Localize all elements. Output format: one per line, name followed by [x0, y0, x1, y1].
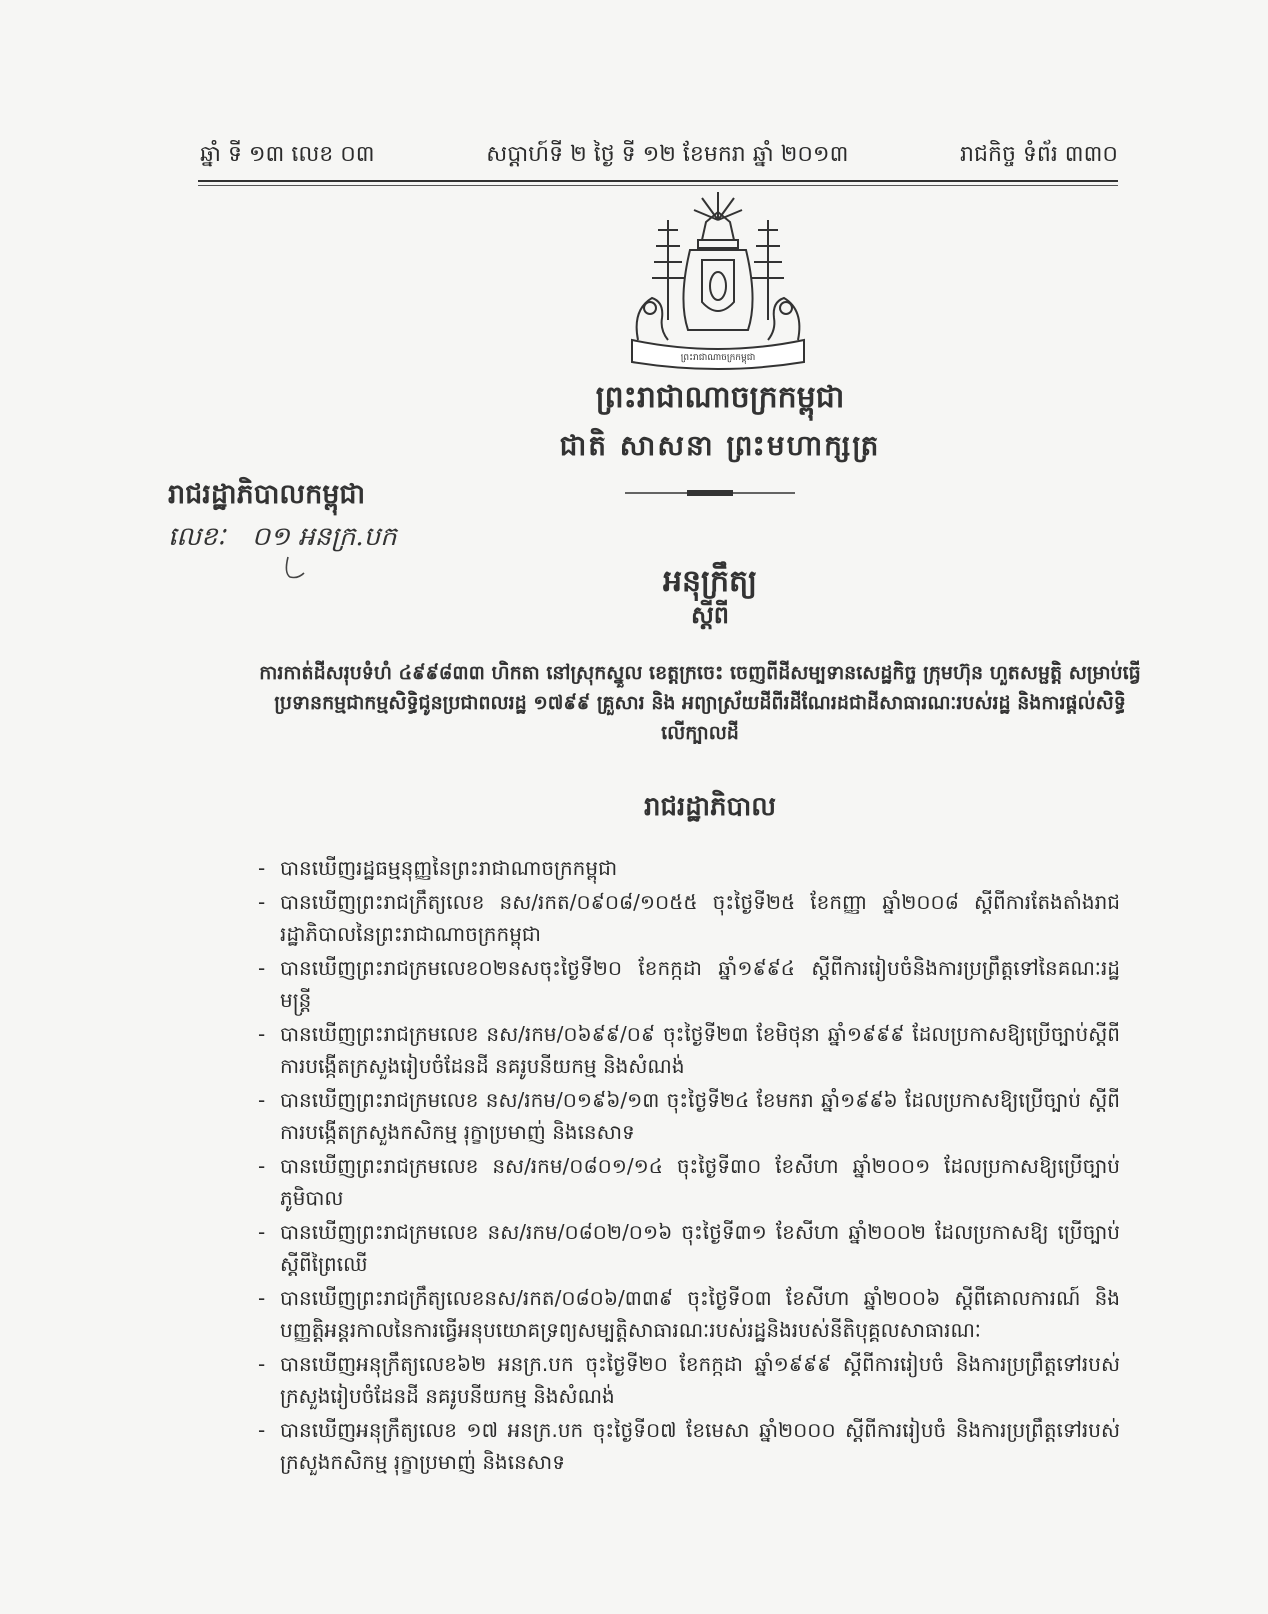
bullet-dash: -: [258, 1022, 266, 1046]
header-page: រាជកិច្ច ទំព័រ ៣៣០: [960, 142, 1118, 167]
document-number: [168, 520, 397, 558]
header-year-issue: ឆ្នាំ ទី ១៣ លេខ ០៣: [200, 142, 375, 167]
recitals-list: [258, 852, 1120, 1480]
recital-text: បានឃើញអនុក្រឹត្យលេខ ១៧ អនក្រ.បក ចុះថ្ងៃទី០៧ ខែមេសា ឆ្នាំ២០០០ ស្តីពីការរៀបចំ និងការប្រព្រឹត្តទៅរបស់ក្រសួងកសិកម្ម រុក្ខាប្រមាញ់ និងនេសាទ: [280, 1418, 1120, 1474]
bullet-dash: -: [258, 1220, 266, 1244]
handwritten-stroke-icon: [268, 555, 308, 581]
bullet-dash: -: [258, 1088, 266, 1112]
about-label: ស្តីពី: [690, 600, 730, 629]
gazette-header: [200, 140, 1118, 172]
bullet-dash: -: [258, 1352, 266, 1376]
recital-text: បានឃើញព្រះរាជក្រមលេខ នស/រកម/០១៩៦/១៣ ចុះថ្ងៃទី២៤ ខែមករា ឆ្នាំ១៩៩៦ ដែលប្រកាសឱ្យប្រើច្បាប់ ស្តីពីការបង្កើតក្រសួងកសិកម្ម រុក្ខាប្រមាញ់ និងនេសាទ: [280, 1088, 1120, 1144]
recital-text: បានឃើញរដ្ឋធម្មនុញ្ញនៃព្រះរាជាណាចក្រកម្ពុជា: [280, 856, 618, 880]
national-motto: ជាតិ សាសនា ព្រះមហាក្សត្រ: [559, 429, 881, 462]
bullet-dash: -: [258, 1286, 266, 1310]
government-heading: រាជរដ្ឋាភិបាល: [643, 792, 777, 822]
kingdom-name: ព្រះរាជាណាចក្រកម្ពុជា: [595, 380, 845, 415]
recital-item: [258, 1348, 1120, 1412]
document-number-value: ០១ អនក្រ.បក: [251, 522, 397, 552]
recital-item: [258, 1216, 1120, 1280]
recital-item: [258, 886, 1120, 950]
header-date: សប្តាហ៍ទី ២ ថ្ងៃ ទី ១២ ខែមករា ឆ្នាំ ២០១៣: [486, 142, 849, 167]
header-rule-thin: [198, 185, 1118, 186]
recital-text: បានឃើញព្រះរាជក្រមលេខ នស/រកម/០៦៩៩/០៩ ចុះថ្ងៃទី២៣ ខែមិថុនា ឆ្នាំ១៩៩៩ ដែលប្រកាសឱ្យប្រើច្បាប់ស្តីពីការបង្កើតក្រសួងរៀបចំដែនដី នគរូបនីយកម្ម និងសំណង់: [280, 1022, 1120, 1078]
recital-text: បានឃើញព្រះរាជក្រមលេខ នស/រកម/០៨០២/០១៦ ចុះថ្ងៃទី៣១ ខែសីហា ឆ្នាំ២០០២ ដែលប្រកាសឱ្យ ប្រើច្បាប់ស្តីពីព្រៃឈើ: [280, 1220, 1120, 1276]
recital-text: បានឃើញព្រះរាជក្រមលេខ០២នសចុះថ្ងៃទី២០ ខែកក្កដា ឆ្នាំ១៩៩៤ ស្តីពីការរៀបចំនិងការប្រព្រឹត្តទៅនៃគណៈរដ្ឋមន្ត្រី: [280, 956, 1120, 1012]
recital-item: [258, 1414, 1120, 1478]
issuer-name: រាជរដ្ឋាភិបាលកម្ពុជា: [168, 479, 366, 510]
document-subject: ការកាត់ដីសរុបទំហំ ៤៩៩៨៣៣ ហិកតា នៅស្រុកស្នួល ខេត្តក្រចេះ ចេញពីដីសម្បទានសេដ្ឋកិច្ច ក្រុមហ៊ុន ហួតសម្ផត្តិ សម្រាប់ធ្វើប្រទានកម្មជាកម្មសិទ្ធិជូនប្រជាពលរដ្ឋ ១៧៩៩ គ្រួសារ និង អព្យាស្រ័យដីពីរដីណែរដជាដីសាធារណៈរបស់រដ្ឋ និងការផ្តល់សិទ្ធិលើក្បាលដី: [259, 662, 1141, 744]
bullet-dash: -: [258, 1418, 266, 1442]
document-type-title: អនុក្រឹត្យ: [662, 564, 758, 599]
recital-text: បានឃើញព្រះរាជក្រឹត្យលេខនស/រកត/០៨០៦/៣៣៩ ចុះថ្ងៃទី០៣ ខែសីហា ឆ្នាំ២០០៦ ស្តីពីគោលការណ៍ និងបញ្ញត្តិអន្តរកាលនៃការធ្វើអនុបយោគទ្រព្យសម្បត្តិសាធារណៈរបស់រដ្ឋនិងរបស់នីតិបុគ្គលសាធារណៈ: [280, 1286, 1120, 1342]
ornamental-divider: [625, 488, 795, 498]
document-number-label: លេខៈ: [168, 522, 226, 552]
royal-coat-of-arms-icon: [618, 190, 818, 372]
recital-item: [258, 1150, 1120, 1214]
recital-item: [258, 1282, 1120, 1346]
recital-text: បានឃើញព្រះរាជក្រមលេខ នស/រកម/០៨០១/១៤ ចុះថ្ងៃទី៣០ ខែសីហា ឆ្នាំ២០០១ ដែលប្រកាសឱ្យប្រើច្បាប់ភូមិបាល: [280, 1154, 1120, 1210]
bullet-dash: -: [258, 1154, 266, 1178]
recital-item: [258, 852, 1120, 884]
recital-text: បានឃើញអនុក្រឹត្យលេខ៦២ អនក្រ.បក ចុះថ្ងៃទី២០ ខែកក្កដា ឆ្នាំ១៩៩៩ ស្តីពីការរៀបចំ និងការប្រព្រឹត្តទៅរបស់ក្រសួងរៀបចំដែនដី នគរូបនីយកម្ម និងសំណង់: [280, 1352, 1120, 1408]
header-rule: [198, 180, 1118, 182]
recital-item: [258, 1084, 1120, 1148]
recital-text: បានឃើញព្រះរាជក្រឹត្យលេខ នស/រកត/០៩០៨/១០៥៥ ចុះថ្ងៃទី២៥ ខែកញ្ញា ឆ្នាំ២០០៨ ស្តីពីការតែងតាំងរាជរដ្ឋាភិបាលនៃព្រះរាជាណាចក្រកម្ពុជា: [280, 890, 1120, 946]
recital-item: [258, 952, 1120, 1016]
emblem-banner-text: ព្រះរាជាណាចក្រកម្ពុជា: [680, 353, 756, 363]
bullet-dash: -: [258, 890, 266, 914]
bullet-dash: -: [258, 856, 266, 880]
bullet-dash: -: [258, 956, 266, 980]
recital-item: [258, 1018, 1120, 1082]
